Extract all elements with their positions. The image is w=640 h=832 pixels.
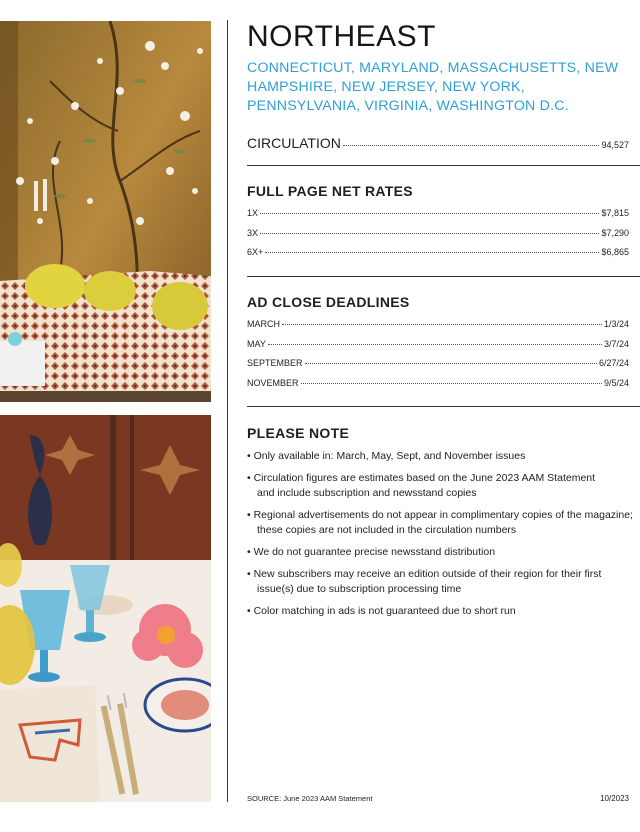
note-item: • Color matching in ads is not guaranteed due to short run bbox=[247, 604, 637, 619]
rate-row bbox=[247, 243, 629, 263]
close-date: 1/3/24 bbox=[603, 319, 629, 329]
deadlines-section bbox=[247, 294, 629, 393]
notes-list bbox=[247, 449, 637, 619]
rate-frequency: 1X bbox=[247, 208, 259, 218]
interior-photo-living-room bbox=[0, 21, 211, 402]
deadlines-title: AD CLOSE DEADLINES bbox=[247, 294, 410, 310]
note-item: • Circulation figures are estimates based on the June 2023 AAM Statement and include subscription and newsstand copies bbox=[247, 471, 637, 501]
circulation-label: CIRCULATION bbox=[247, 135, 341, 151]
close-date: 6/27/24 bbox=[598, 358, 629, 368]
rate-value: $6,865 bbox=[601, 247, 629, 257]
divider-rule bbox=[247, 276, 640, 277]
table-setting-photo bbox=[0, 415, 211, 802]
circulation-row bbox=[247, 134, 629, 156]
leader-dots bbox=[268, 344, 602, 345]
issue-month: SEPTEMBER bbox=[247, 358, 303, 368]
deadline-row bbox=[247, 335, 629, 355]
note-item: • New subscribers may receive an edition outside of their region for their first issue(s) due to subscription processing time bbox=[247, 567, 637, 597]
leader-dots bbox=[260, 233, 599, 234]
leader-dots bbox=[260, 213, 599, 214]
rate-value: $7,815 bbox=[601, 208, 629, 218]
deadline-row bbox=[247, 374, 629, 394]
close-date: 3/7/24 bbox=[603, 338, 629, 349]
issue-month: MAY bbox=[247, 338, 266, 349]
rates-title: FULL PAGE NET RATES bbox=[247, 183, 413, 199]
rate-value: $7,290 bbox=[601, 227, 629, 238]
divider-rule bbox=[247, 165, 640, 166]
rate-row bbox=[247, 224, 629, 244]
deadline-row bbox=[247, 315, 629, 335]
leader-dots bbox=[282, 324, 602, 325]
leader-dots bbox=[265, 252, 599, 253]
leader-dots bbox=[343, 145, 600, 146]
note-item: • Only available in: March, May, Sept, and November issues bbox=[247, 449, 637, 464]
rate-frequency: 3X bbox=[247, 227, 259, 238]
source-note: SOURCE: June 2023 AAM Statement bbox=[247, 794, 373, 803]
issue-month: MARCH bbox=[247, 319, 280, 329]
publication-date: 10/2023 bbox=[600, 794, 629, 803]
rate-row bbox=[247, 204, 629, 224]
rates-section bbox=[247, 183, 629, 263]
leader-dots bbox=[301, 383, 602, 384]
note-item: • Regional advertisements do not appear in complimentary copies of the magazine; these copies are not included in the circulation numbers bbox=[247, 508, 637, 538]
close-date: 9/5/24 bbox=[603, 377, 629, 388]
region-states: CONNECTICUT, MARYLAND, MASSACHUSETTS, NEW HAMPSHIRE, NEW JERSEY, NEW YORK, PENNSYLVANIA, VIRGINIA, WASHINGTON D.C. bbox=[247, 60, 619, 114]
circulation-value: 94,527 bbox=[601, 140, 629, 150]
divider-rule bbox=[247, 406, 640, 407]
leader-dots bbox=[305, 363, 597, 364]
note-item: • We do not guarantee precise newsstand distribution bbox=[247, 545, 637, 560]
notes-section bbox=[247, 425, 637, 626]
region-title: NORTHEAST bbox=[247, 20, 436, 53]
issue-month: NOVEMBER bbox=[247, 377, 299, 388]
rate-card-content bbox=[247, 20, 640, 116]
notes-title: PLEASE NOTE bbox=[247, 425, 350, 441]
vertical-divider bbox=[227, 20, 228, 802]
deadline-row bbox=[247, 354, 629, 374]
rate-frequency: 6X+ bbox=[247, 247, 264, 257]
